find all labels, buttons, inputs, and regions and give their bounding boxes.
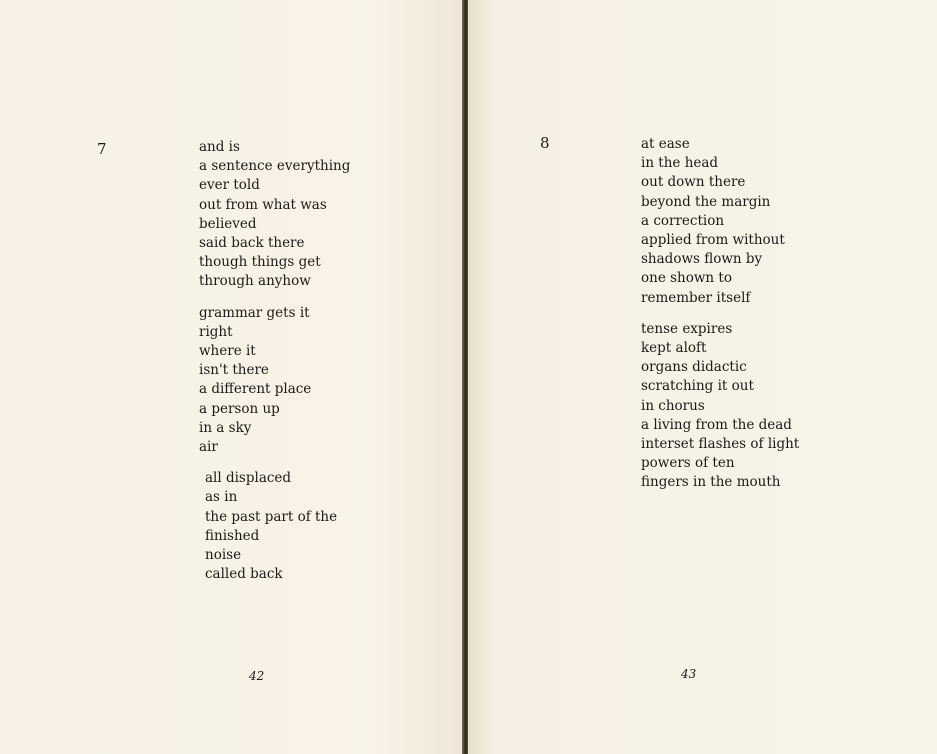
poem-line: powers of ten [641,455,735,472]
left-page [0,0,467,754]
poem-line: isn't there [199,362,269,379]
stanza [641,135,799,308]
poem-line: out down there [641,174,746,191]
poem-line: kept aloft [641,340,707,357]
stanza-break [199,292,350,304]
stanza [641,320,799,493]
poem-line: in chorus [641,397,705,414]
poem-line: in the head [641,155,719,172]
stanza-break [641,308,799,320]
poem-line: a different place [199,381,312,398]
poem-line: though things get [199,254,321,271]
poem-line: called back [205,566,283,583]
poem-line: ever told [199,177,260,194]
poem-line: a living from the dead [641,416,792,433]
poem-line: as in [205,489,238,506]
stanza-break [199,457,350,469]
stanza [199,304,350,458]
right-page [468,0,937,754]
stanza [199,138,350,292]
poem-line: scratching it out [641,378,754,395]
poem-line: one shown to [641,270,732,287]
poem-line: finished [205,527,260,544]
poem-line: a person up [199,400,280,417]
poem-line: and is [199,139,240,155]
poem-line: fingers in the mouth [641,474,781,491]
poem-line: interset flashes of light [641,436,800,453]
poem-line: through anyhow [199,273,311,290]
poem-line: believed [199,215,257,232]
poem-line: noise [205,547,242,564]
section-number: 7 [97,140,107,158]
poem-line: remember itself [641,289,751,306]
poem-line: a sentence everything [199,158,351,175]
poem-line: in a sky [199,419,252,436]
poem-line: at ease [641,136,690,152]
poem-line: out from what was [199,196,327,213]
page-number: 42 [249,669,265,683]
poem-line: grammar gets it [199,304,310,321]
poem-line: where it [199,343,256,360]
poem-line: air [199,439,218,456]
poem-body [199,138,350,584]
poem-line: tense expires [641,320,733,337]
poem-line: applied from without [641,232,785,249]
page-number: 43 [681,667,697,681]
poem-body [641,135,799,493]
poem-line: a correction [641,212,725,229]
poem-line: beyond the margin [641,193,771,210]
poem-line: organs didactic [641,359,747,376]
section-number: 8 [540,134,550,152]
poem-line: all displaced [205,470,292,487]
poem-line: shadows flown by [641,251,763,268]
poem-line: the past part of the [205,508,338,525]
poem-line: said back there [199,235,305,252]
poem-line: right [199,323,233,340]
stanza [199,469,350,584]
